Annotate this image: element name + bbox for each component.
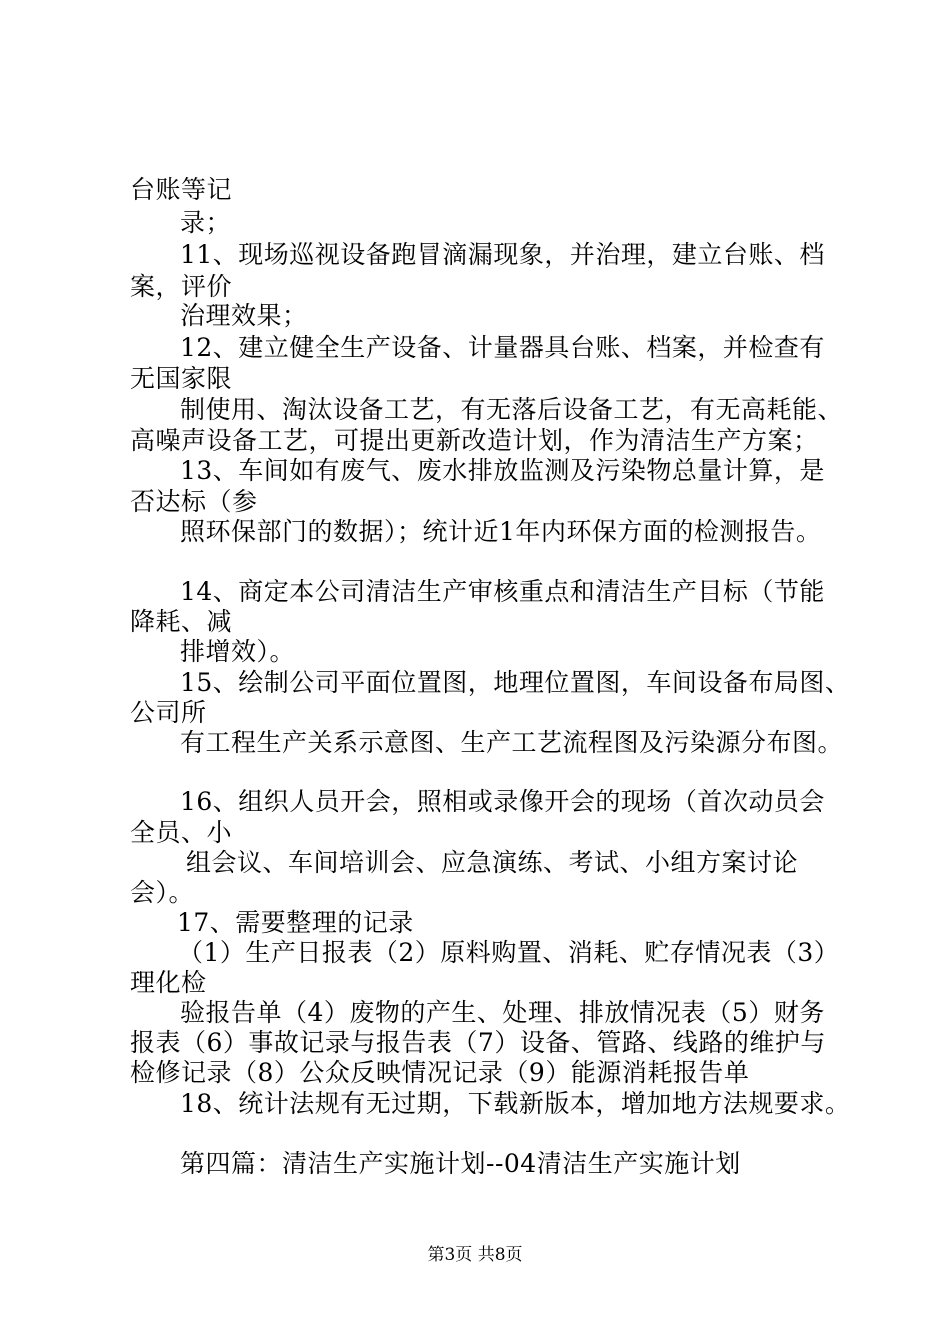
- text-line: 公司所: [130, 698, 207, 727]
- text-line: 11、现场巡视设备跑冒滴漏现象，并治理，建立台账、档: [180, 240, 825, 269]
- text-line: 15、绘制公司平面位置图，地理位置图，车间设备布局图、: [180, 668, 851, 697]
- text-line: 理化检: [130, 968, 207, 997]
- page-number-footer: 第3页 共8页: [427, 1245, 523, 1265]
- text-line: 排增效）。: [180, 637, 296, 666]
- text-line: 治理效果；: [180, 301, 308, 330]
- text-line: 18、统计法规有无过期，下载新版本，增加地方法规要求。: [180, 1089, 851, 1118]
- text-line: 录；: [180, 208, 232, 237]
- text-line: 组会议、车间培训会、应急演练、考试、小组方案讨论: [186, 848, 799, 877]
- text-line: 报表（6）事故记录与报告表（7）设备、管路、线路的维护与: [130, 1028, 826, 1057]
- text-line: 照环保部门的数据）；统计近1年内环保方面的检测报告。: [180, 517, 822, 546]
- text-line: 14、商定本公司清洁生产审核重点和清洁生产目标（节能: [180, 577, 825, 606]
- text-line: 会）。: [130, 878, 195, 907]
- text-line: 制使用、淘汰设备工艺，有无落后设备工艺，有无高耗能、: [180, 395, 844, 424]
- text-line: 12、建立健全生产设备、计量器具台账、档案，并检查有: [180, 333, 825, 362]
- text-line: 否达标（参: [130, 487, 258, 516]
- text-line: 高噪声设备工艺，可提出更新改造计划，作为清洁生产方案；: [130, 426, 819, 455]
- text-line: 17、需要整理的记录: [177, 908, 414, 937]
- text-line: 无国家限: [130, 364, 233, 393]
- text-line: （1）生产日报表（2）原料购置、消耗、贮存情况表（3）: [178, 938, 840, 967]
- text-line: 有工程生产关系示意图、生产工艺流程图及污染源分布图。: [180, 728, 844, 757]
- text-line: 16、组织人员开会，照相或录像开会的现场（首次动员会: [180, 787, 825, 816]
- text-line: 检修记录（8）公众反映情况记录（9）能源消耗报告单: [130, 1058, 750, 1087]
- section-heading: 第四篇：清洁生产实施计划--04清洁生产实施计划: [180, 1149, 741, 1178]
- text-line: 台账等记: [130, 175, 233, 204]
- text-line: 降耗、减: [130, 607, 233, 636]
- text-line: 案，评价: [130, 272, 233, 301]
- text-line: 验报告单（4）废物的产生、处理、排放情况表（5）财务: [180, 998, 825, 1027]
- text-line: 13、车间如有废气、废水排放监测及污染物总量计算，是: [180, 456, 825, 485]
- text-line: 全员、小: [130, 818, 233, 847]
